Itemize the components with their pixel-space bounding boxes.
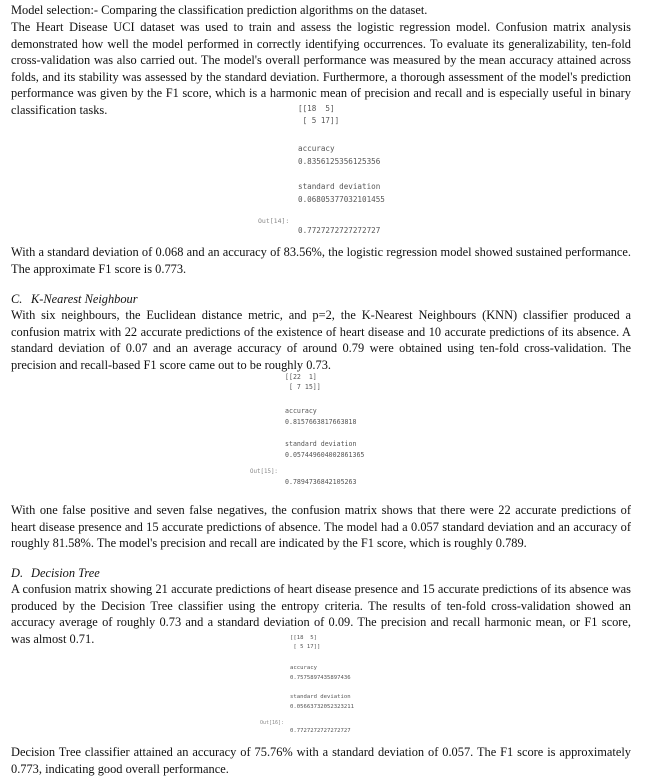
lr-out-label: Out[14]: [258, 217, 290, 225]
dt-f1-value: 0.7727272727272727 [290, 728, 351, 734]
knn-std-label: standard deviation [285, 440, 357, 448]
knn-std-value: 0.057449604002861365 [285, 451, 365, 459]
lr-accuracy-label: accuracy [298, 144, 335, 153]
dt-paragraph: A confusion matrix showing 21 accurate predictions of heart disease presence and 15 accurate predictions of its absence was produced by the Decision Tree classifier using the entropy criteria. The results of ten-fold cross-validation showed an accuracy average of roughly 0.73 and a standard deviation of 0.09. The precision and recall harmonic mean, or F1 score, was almost 0.71. [11, 582, 631, 646]
dt-summary-paragraph: Decision Tree classifier attained an accuracy of 75.76% with a standard deviation of 0.057. The F1 score is approximately 0.773, indicating good overall performance. [11, 745, 631, 776]
knn-heading [11, 291, 631, 308]
knn-accuracy-label: accuracy [285, 407, 317, 415]
dt-matrix-row-2: [ 5 17]] [290, 644, 321, 650]
lr-f1-value: 0.7727272727272727 [298, 226, 381, 235]
knn-f1-value: 0.7894736842105263 [285, 478, 357, 486]
dt-heading [11, 565, 631, 582]
dt-std-label: standard deviation [290, 694, 351, 700]
knn-matrix-row-1: [[22 1] [285, 373, 317, 381]
lr-summary-paragraph: With a standard deviation of 0.068 and an accuracy of 83.56%, the logistic regression model showed sustained performance. The approximate F1 score is 0.773. [11, 245, 631, 276]
lr-std-value: 0.06805377032101455 [298, 195, 385, 204]
dt-matrix-row-1: [[18 5] [290, 635, 317, 641]
knn-heading-title: K-Nearest Neighbour [31, 292, 138, 306]
knn-out-label: Out[15]: [250, 469, 278, 475]
knn-heading-number: C. [11, 292, 23, 306]
knn-accuracy-value: 0.8157663817663818 [285, 418, 357, 426]
lr-std-label: standard deviation [298, 182, 381, 191]
section-title: Model selection:- Comparing the classification prediction algorithms on the dataset. [11, 3, 428, 17]
intro-paragraph: The Heart Disease UCI dataset was used to train and assess the logistic regression model. Confusion matrix analysis demonstrated how well the model performed in correctly identifying occurrences. To evaluate its generalizability, ten-fold cross-validation was also carried out. The model's overall performance was measured by the mean accuracy attained across folds, and its stability was assessed by the standard deviation. Furthermore, a thorough assessment of the model's prediction performance was given by the F1 score, which is a harmonic mean of precision and recall and is especially useful in binary classification tasks. [11, 20, 631, 117]
knn-paragraph: With six neighbours, the Euclidean distance metric, and p=2, the K-Nearest Neighbours (KNN) classifier produced a confusion matrix with 22 accurate predictions of the existence of heart disease and 10 accurate predictions of its absence. A standard deviation of 0.07 and an average accuracy of around 0.79 were obtained using ten-fold cross-validation. The precision and recall-based F1 score came out to be roughly 0.73. [11, 308, 631, 372]
dt-accuracy-label: accuracy [290, 665, 317, 671]
lr-matrix-row-1: [[18 5] [298, 104, 335, 113]
dt-heading-title: Decision Tree [31, 566, 100, 580]
lr-matrix-row-2: [ 5 17]] [298, 116, 340, 125]
knn-summary-paragraph: With one false positive and seven false negatives, the confusion matrix shows that there were 22 accurate predictions of heart disease presence and 15 accurate predictions of absence. The model had a 0.057 standard deviation and an accuracy of roughly 81.58%. The model's precision and recall are indicated by the F1 score, which is roughly 0.789. [11, 503, 631, 551]
dt-std-value: 0.05663732052323211 [290, 704, 354, 710]
knn-matrix-row-2: [ 7 15]] [285, 383, 321, 391]
lr-accuracy-value: 0.8356125356125356 [298, 157, 381, 166]
dt-heading-number: D. [11, 566, 24, 580]
dt-accuracy-value: 0.7575897435897436 [290, 675, 351, 681]
dt-out-label: Out[16]: [260, 720, 285, 726]
